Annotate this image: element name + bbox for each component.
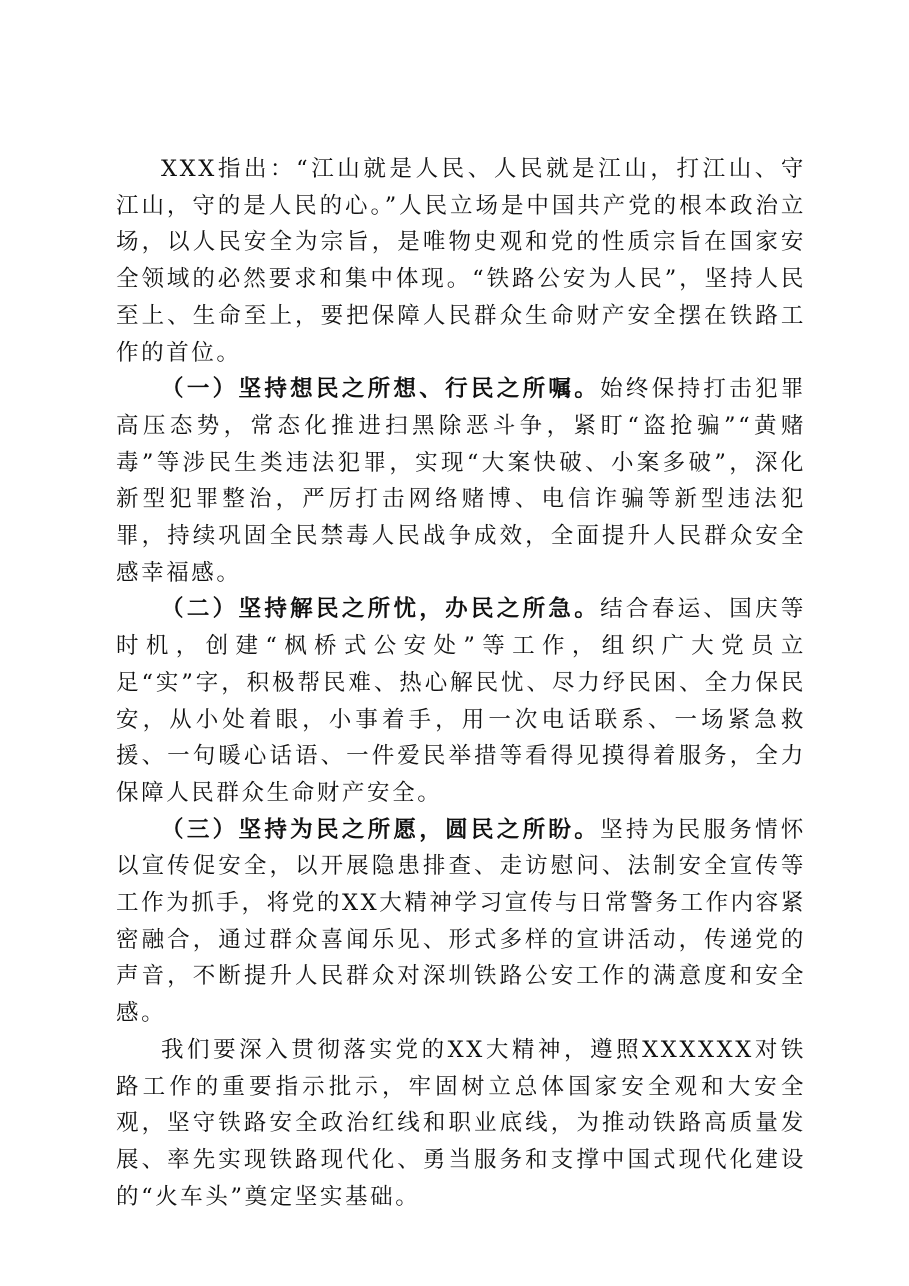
- intro-paragraph: [116, 151, 806, 371]
- paragraph-text: 我们要深入贯彻落实党的XX大精神，遵照XXXXXX对铁路工作的重要指示批示，牢固树立总体国家安全观和大安全观，坚守铁路安全政治红线和职业底线，为推动铁路高质量发展、率先实现铁路现代化、勇当服务和支撑中国式现代化建设的“火车头”奠定坚实基础。: [116, 1036, 806, 1210]
- section-three-paragraph: [116, 812, 806, 1032]
- section-two-heading: （二）坚持解民之所忧，办民之所急。: [161, 596, 601, 623]
- paragraph-text: 结合春运、国庆等时机，创建“枫桥式公安处”等工作，组织广大党员立足“实”字，积极帮民难、热心解民忧、尽力纾民困、全力保民安，从小处着眼，小事着手，用一次电话联系、一场紧急救援、一句暖心话语、一件爱民举措等看得见摸得着服务，全力保障人民群众生命财产安全。: [116, 596, 806, 806]
- paragraph-text: 坚持为民服务情怀以宣传促安全，以开展隐患排查、走访慰问、法制安全宣传等工作为抓手，将党的XX大精神学习宣传与日常警务工作内容紧密融合，通过群众喜闻乐见、形式多样的宣讲活动，传递党的声音，不断提升人民群众对深圳铁路公安工作的满意度和安全感。: [116, 816, 806, 1027]
- section-one-heading: （一）坚持想民之所想、行民之所嘱。: [161, 376, 601, 403]
- closing-paragraph: [116, 1032, 806, 1216]
- section-two-paragraph: [116, 591, 806, 811]
- section-three-heading: （三）坚持为民之所愿，圆民之所盼。: [161, 816, 601, 843]
- document-page: [116, 151, 806, 1215]
- section-one-paragraph: [116, 371, 806, 591]
- paragraph-text: XXX指出：“江山就是人民、人民就是江山，打江山、守江山，守的是人民的心。”人民立场是中国共产党的根本政治立场，以人民安全为宗旨，是唯物史观和党的性质宗旨在国家安全领域的必然要求和集中体现。“铁路公安为人民”，坚持人民至上、生命至上，要把保障人民群众生命财产安全摆在铁路工作的首位。: [116, 156, 806, 366]
- paragraph-text: 始终保持打击犯罪高压态势，常态化推进扫黑除恶斗争，紧盯“盗抢骗”“黄赌毒”等涉民生类违法犯罪，实现“大案快破、小案多破”，深化新型犯罪整治，严厉打击网络赌博、电信诈骗等新型违法犯罪，持续巩固全民禁毒人民战争成效，全面提升人民群众安全感幸福感。: [116, 376, 806, 586]
